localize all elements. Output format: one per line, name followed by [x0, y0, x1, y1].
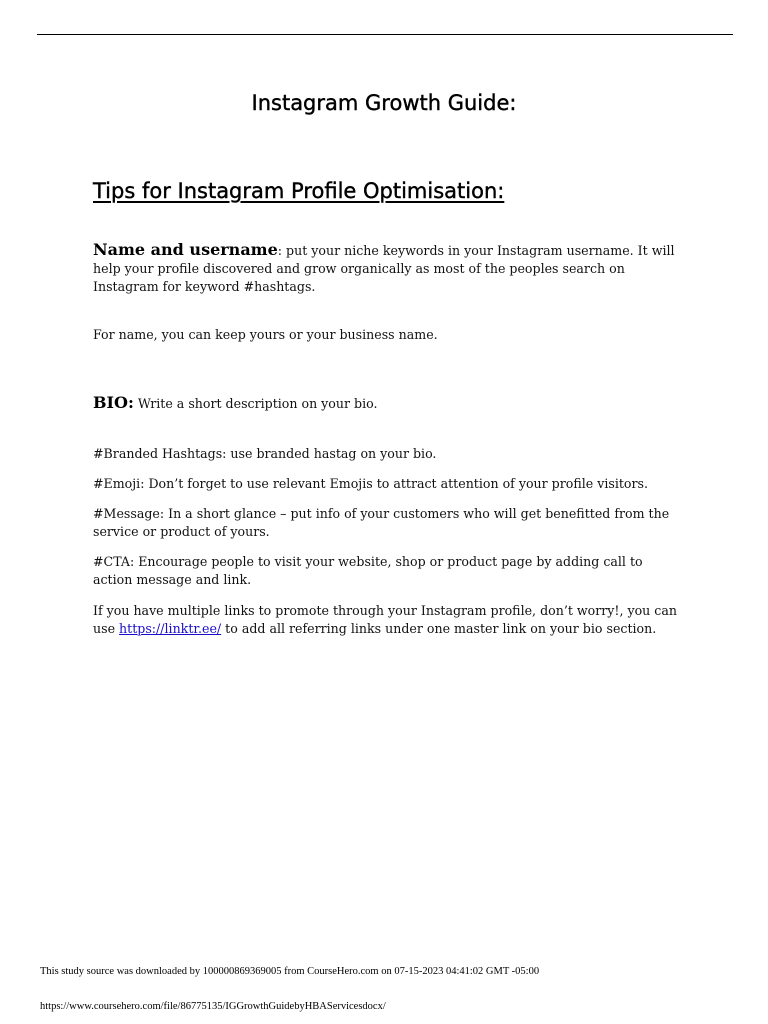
linktree-link[interactable]: https://linktr.ee/ — [119, 621, 222, 636]
tip-emoji: #Emoji: Don’t forget to use relevant Emojis to attract attention of your profile visitors. — [93, 476, 648, 491]
bio-paragraph — [93, 394, 683, 413]
header-rule — [37, 34, 733, 35]
name-username-text: : put your niche keywords in your Instagram username. It will help your profile discovered and grow organically as most of the peoples search on Instagram for keyword #hashtags. — [93, 243, 675, 294]
bio-text: Write a short description on your bio. — [133, 396, 378, 411]
section-heading: Tips for Instagram Profile Optimisation: — [93, 179, 505, 203]
tip-cta: #CTA: Encourage people to visit your website, shop or product page by adding call to action message and link. — [93, 554, 643, 587]
name-username-paragraph — [93, 241, 683, 296]
bio-label: BIO: — [93, 393, 134, 412]
source-url: https://www.coursehero.com/file/86775135/IGGrowthGuidebyHBAServicesdocx/ — [40, 1001, 386, 1012]
document-title: Instagram Growth Guide: — [251, 91, 517, 115]
tip-message: #Message: In a short glance – put info of your customers who will get benefitted from the service or product of yours. — [93, 506, 670, 539]
links-paragraph — [93, 602, 683, 638]
links-text-before: If you have multiple links to promote through your Instagram profile, don’t worry!, you can use — [93, 603, 677, 636]
name-username-label: Name and username — [93, 240, 278, 259]
links-text-after: to add all referring links under one master link on your bio section. — [221, 621, 657, 636]
tip-branded-hashtags: #Branded Hashtags: use branded hastag on your bio. — [93, 446, 437, 461]
download-notice: This study source was downloaded by 100000869369005 from CourseHero.com on 07-15-2023 04:41:02 GMT -05:00 — [40, 966, 540, 977]
name-note-paragraph: For name, you can keep yours or your business name. — [93, 327, 438, 342]
